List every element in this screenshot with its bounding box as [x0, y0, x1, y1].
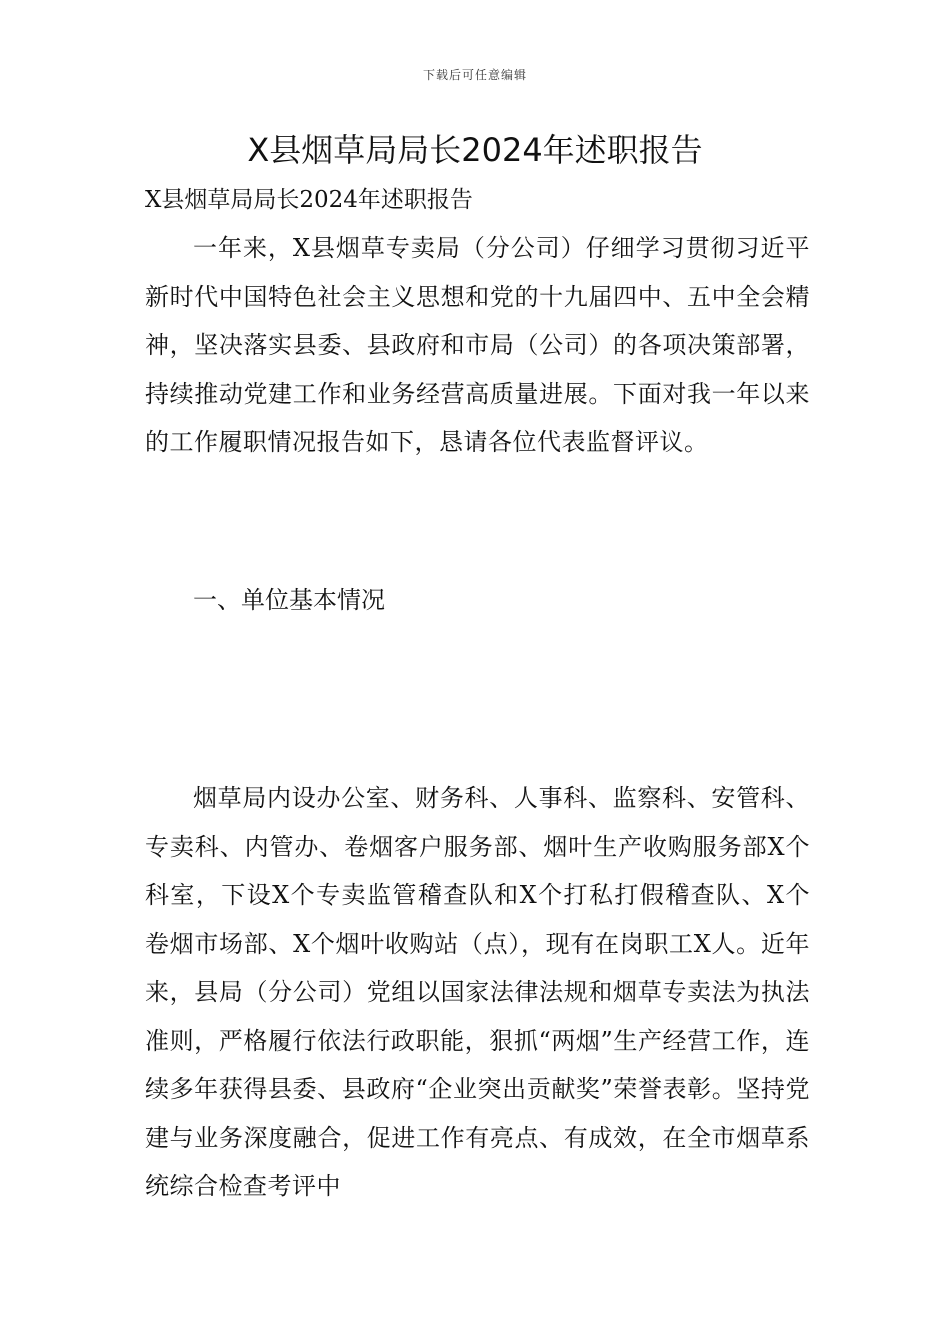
section1-body-paragraph: 烟草局内设办公室、财务科、人事科、监察科、安管科、专卖科、内管办、卷烟客户服务部、烟叶生产收购服务部X个科室，下设X个专卖监管稽查队和X个打私打假稽查队、X个卷烟市场部、X个烟叶收购站（点），现有在岗职工X人。近年来，县局（分公司）党组以国家法律法规和烟草专卖法为执法准则，严格履行依法行政职能，狠抓“两烟”生产经营工作，连续多年获得县委、县政府“企业突出贡献奖”荣誉表彰。坚持党建与业务深度融合，促进工作有亮点、有成效，在全市烟草系统综合检查考评中	[145, 784, 810, 1200]
header-note: 下载后可任意编辑	[422, 68, 527, 82]
section-heading-1: 一、单位基本情况	[193, 586, 385, 614]
document-subtitle: X县烟草局局长2024年述职报告	[145, 187, 473, 213]
intro-paragraph: 一年来，X县烟草专卖局（分公司）仔细学习贯彻习近平新时代中国特色社会主义思想和党的十九届四中、五中全会精神，坚决落实县委、县政府和市局（公司）的各项决策部署，持续推动党建工作和业务经营高质量进展。下面对我一年以来的工作履职情况报告如下，恳请各位代表监督评议。	[145, 234, 810, 456]
document-title: X县烟草局局长2024年述职报告	[247, 131, 703, 169]
